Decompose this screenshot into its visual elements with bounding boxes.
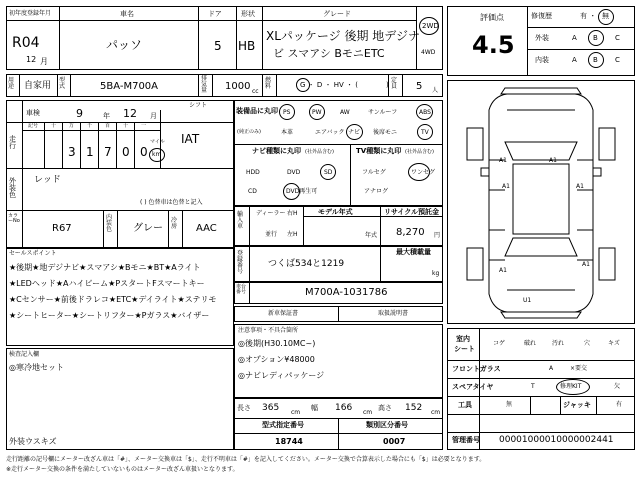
equip-pw: PW [312,109,322,116]
use-label: 用途 [8,77,15,90]
type-no-value: 18744 [275,437,303,446]
spare-tire-label: スペアタイヤ [452,383,494,391]
fuel-label: 燃料 [265,77,272,90]
exterior-opt-b: B [593,34,598,42]
interior-opt-a: A [572,56,577,64]
displacement-value: 1000 [225,81,251,92]
width-value: 166 [335,403,353,413]
car-outline [489,94,593,312]
equip-navi: ナビ [348,129,361,136]
digit-label-10man: 十 [51,123,57,129]
drive-2wd: 2WD [422,22,439,30]
mileage-unit-km: km [152,151,162,158]
digit-label-hyaku: 百 [105,123,111,129]
sales-point-3: ★Cセンサー★前後ドラレコ★ETC★デイライト★ステリモ [9,295,217,304]
notes-label: 注意事項・不具合箇所 [238,327,299,334]
spare-none: 欠 [614,383,621,390]
displacement-label: 排気量 [201,75,208,94]
interior-opt-b: B [593,56,598,64]
exterior-opt-c: C [615,34,620,42]
note-2: ◎オプション¥48000 [238,355,315,364]
sales-point-2: ★LEDヘッド★Aハイビーム★PスタートFスマートキー [9,279,205,288]
car-name: パッソ [106,38,143,52]
import-dealer: ディーラー [256,210,286,217]
mileage-digit-4: 0 [122,145,130,159]
front-glass-label: フロントガラス [452,365,501,373]
height-label: 高さ [378,404,392,412]
color-no-value: R67 [52,223,72,234]
windshield [505,142,577,160]
mileage-unit-mile: マイル [150,139,165,145]
damage-label-1: A1 [499,157,507,164]
tv-oneseg: ワンセグ [411,169,436,176]
inspection-month: 12 [123,107,137,120]
length-value: 365 [262,403,280,413]
class-no-label: 類別区分番号 [366,421,408,429]
color-no-label: カラーNo [8,213,20,224]
navi-dvd-play: DVD再生可 [286,188,318,195]
front-glass-a: A [549,365,554,372]
equip-tv: TV [421,129,429,136]
width-label: 幅 [311,404,318,412]
management-label: 管理番号 [452,436,480,444]
drive-4wd: 4WD [421,49,436,56]
rear-window [505,238,577,256]
registration-date-label: 初年度登録年月 [9,10,52,17]
import-right: 右H [287,210,298,217]
interior-score-label: 内装 [535,56,549,64]
length-label: 長さ [237,404,251,412]
registration-label: 登録番号 [237,250,244,275]
owner-manual: 取扱説明書 [378,310,409,317]
seat-scratch: キズ [608,340,620,347]
wheel-rr [599,248,615,280]
equip-airbag: エアバック [315,129,345,136]
equip-sunroof: サンルーフ [368,109,398,116]
damage-label-2: A1 [549,157,557,164]
equipment-label: 装備品に丸印 [236,107,278,115]
repair-history-label: 修復歴 [531,12,552,20]
roof [513,164,569,234]
damage-label-3: A1 [502,183,510,190]
grade-line1: XLパッケージ 後期 地デジナ [266,29,421,43]
registration-month-unit: 月 [40,57,48,66]
equip-rear-monitor: 後席モニ [373,129,398,136]
navi-type-sublabel: (社外品含む) [305,149,334,155]
tools-value: 無 [506,401,513,408]
registration-value: つくば534と1219 [268,259,345,269]
max-load-unit: kg [432,270,440,277]
tv-type-sublabel: (社外品含む) [405,149,434,155]
digit-label-ju: 十 [123,123,129,129]
digit-label-sen: 千 [87,123,93,129]
wheel-fl [467,128,483,160]
height-unit: cm [431,409,441,416]
shift-value: IAT [181,132,200,146]
front-bumper [501,88,581,94]
jack-label: ジャッキ [563,401,591,409]
equipment-sublabel: (純正のみ) [237,129,261,135]
width-unit: cm [363,409,373,416]
doors-value: 5 [214,39,222,53]
tools-label: 工具 [458,401,472,409]
tv-type-label: TV種類に丸印 [356,147,402,155]
wheel-fr [599,128,615,160]
seat-label-1: 室内 [456,335,470,343]
management-value: 00001000010000002441 [499,435,614,445]
repair-history-none: 無 [602,12,609,20]
seat-label-2: シート [454,345,475,353]
inspector-bottom: 外装ウスキズ [9,437,57,446]
mileage-digit-2: 1 [86,145,94,159]
registration-year: R04 [12,35,40,51]
interior-color-label: 内装色 [106,214,113,233]
footer-line2: ※走行メーター交換の条件を満たしていないものはメーター改ざん車扱いとなります。 [6,466,239,473]
model-value: 5BA-M700A [100,81,159,92]
spare-t: T [531,383,535,390]
sales-points-label: セールスポイント [9,250,57,257]
capacity-unit: 人 [432,87,439,94]
seat-stain: 汚れ [552,340,565,347]
score-value: 4.5 [472,31,515,59]
exterior-color-note: ( ) 色替車は色替と記入 [140,199,203,206]
capacity-label: 定員 [391,77,398,90]
import-left: 左H [287,231,298,238]
spare-kit: 修理KIT [560,383,582,390]
registration-month: 12 [26,55,37,64]
inspection-label: 車検 [26,109,40,117]
jack-value: 有 [616,401,623,408]
use-value: 自家用 [24,81,52,91]
equip-abs: ABS [419,109,431,116]
grade-line2: ビ スマアシ BモニETC [273,47,385,60]
navi-sd: SD [324,169,333,176]
model-label: 型式 [59,77,66,90]
score-label: 評価点 [480,13,504,22]
capacity-value: 5 [416,81,423,92]
sales-point-1: ★後期★地デジナビ★スマアシ★Bモニ★BT★Aライト [9,263,201,272]
mileage-digit-1: 3 [68,145,76,159]
type-no-label: 型式指定番号 [262,421,304,429]
digit-label-symbol: 記号 [28,123,39,129]
digit-label-man: 万 [69,123,75,129]
import-label: 輸入車 [237,211,244,230]
inspection-month-unit: 月 [150,112,157,120]
recycle-value: 8,270 [396,227,425,238]
recycle-label: リサイクル預託金 [384,208,440,216]
shape-value: HB [238,39,256,53]
exterior-color-value: レッド [34,175,61,185]
navi-cd: CD [248,188,257,195]
recycle-unit: 円 [434,232,441,239]
interior-opt-c: C [615,56,620,64]
length-unit: cm [291,409,301,416]
doors-label: ドア [208,10,222,18]
footer-line1: 走行距離の記号欄にメーター改ざん車は「#」、メーター交換車は「$」、走行不明車は「#」を記入してください。メーター交換で合算表示した場合にも「$」は必要となります。 [6,456,486,463]
model-year-unit: 年式 [365,232,378,239]
exterior-score-label: 外装 [535,34,549,42]
sales-point-4: ★シートヒーター★シートリフター★Pガラス★バイザー [9,311,210,320]
ac-label: 冷房 [171,217,178,230]
import-parallel: 並行 [265,231,278,238]
front-glass-replace: ×要交 [570,365,588,372]
inspector-line1: ◎寒冷地セット [9,363,64,372]
chassis-label: 車台番号 [236,284,247,295]
wheel-rl [467,248,483,280]
repair-history-options: 有 ・ [580,12,597,20]
car-name-label: 車名 [120,10,134,18]
seat-burn: コゲ [493,340,506,347]
damage-label-u1: U1 [523,297,532,304]
ac-value: AAC [196,223,217,234]
exterior-color-label: 外装色 [9,177,16,199]
note-1: ◎後期(H30.10MC~) [238,339,316,348]
exterior-opt-a: A [572,34,577,42]
mileage-label: 走行 [9,135,16,150]
mileage-digit-5: 0 [140,145,148,159]
note-3: ◎ナビレディパッケージ [238,371,325,380]
inspection-year: 9 [76,107,83,120]
mileage-digit-3: 7 [104,145,112,159]
equip-ps: PS [283,109,291,116]
chassis-value: M700A-1031786 [305,287,388,298]
inspection-year-unit: 年 [103,112,110,120]
tv-fullseg: フルセグ [362,169,386,176]
tv-analog: アナログ [364,188,389,195]
max-load-label: 最大積載量 [396,248,431,256]
navi-dvd: DVD [287,169,301,176]
car-diagram [447,80,635,324]
digit-label-ichi: 一 [141,123,147,129]
seat-tear: 破れ [524,340,537,347]
navi-type-label: ナビ種類に丸印 [252,147,301,155]
equip-aw: AW [340,109,350,116]
displacement-unit: cc [252,88,259,95]
navi-hdd: HDD [246,169,260,176]
rear-bumper [501,312,581,318]
grade-label: グレード [323,10,351,18]
shift-label: シフト [189,102,208,109]
fuel-value: G ・ D ・ HV ・ ( ) [300,81,389,89]
model-year-label: モデル年式 [318,208,353,216]
equip-leather: 本革 [281,129,294,136]
interior-color-value: グレー [133,223,163,234]
inspector-label: 検査記入欄 [9,351,40,358]
new-car-warranty: 新車保証書 [268,310,299,317]
damage-label-4: A1 [576,183,584,190]
seat-hole: 穴 [584,340,591,347]
height-value: 152 [405,403,423,413]
class-no-value: 0007 [383,437,406,446]
damage-label-5: A1 [499,267,507,274]
damage-label-6: A1 [582,261,590,268]
shape-label: 形状 [241,10,255,18]
